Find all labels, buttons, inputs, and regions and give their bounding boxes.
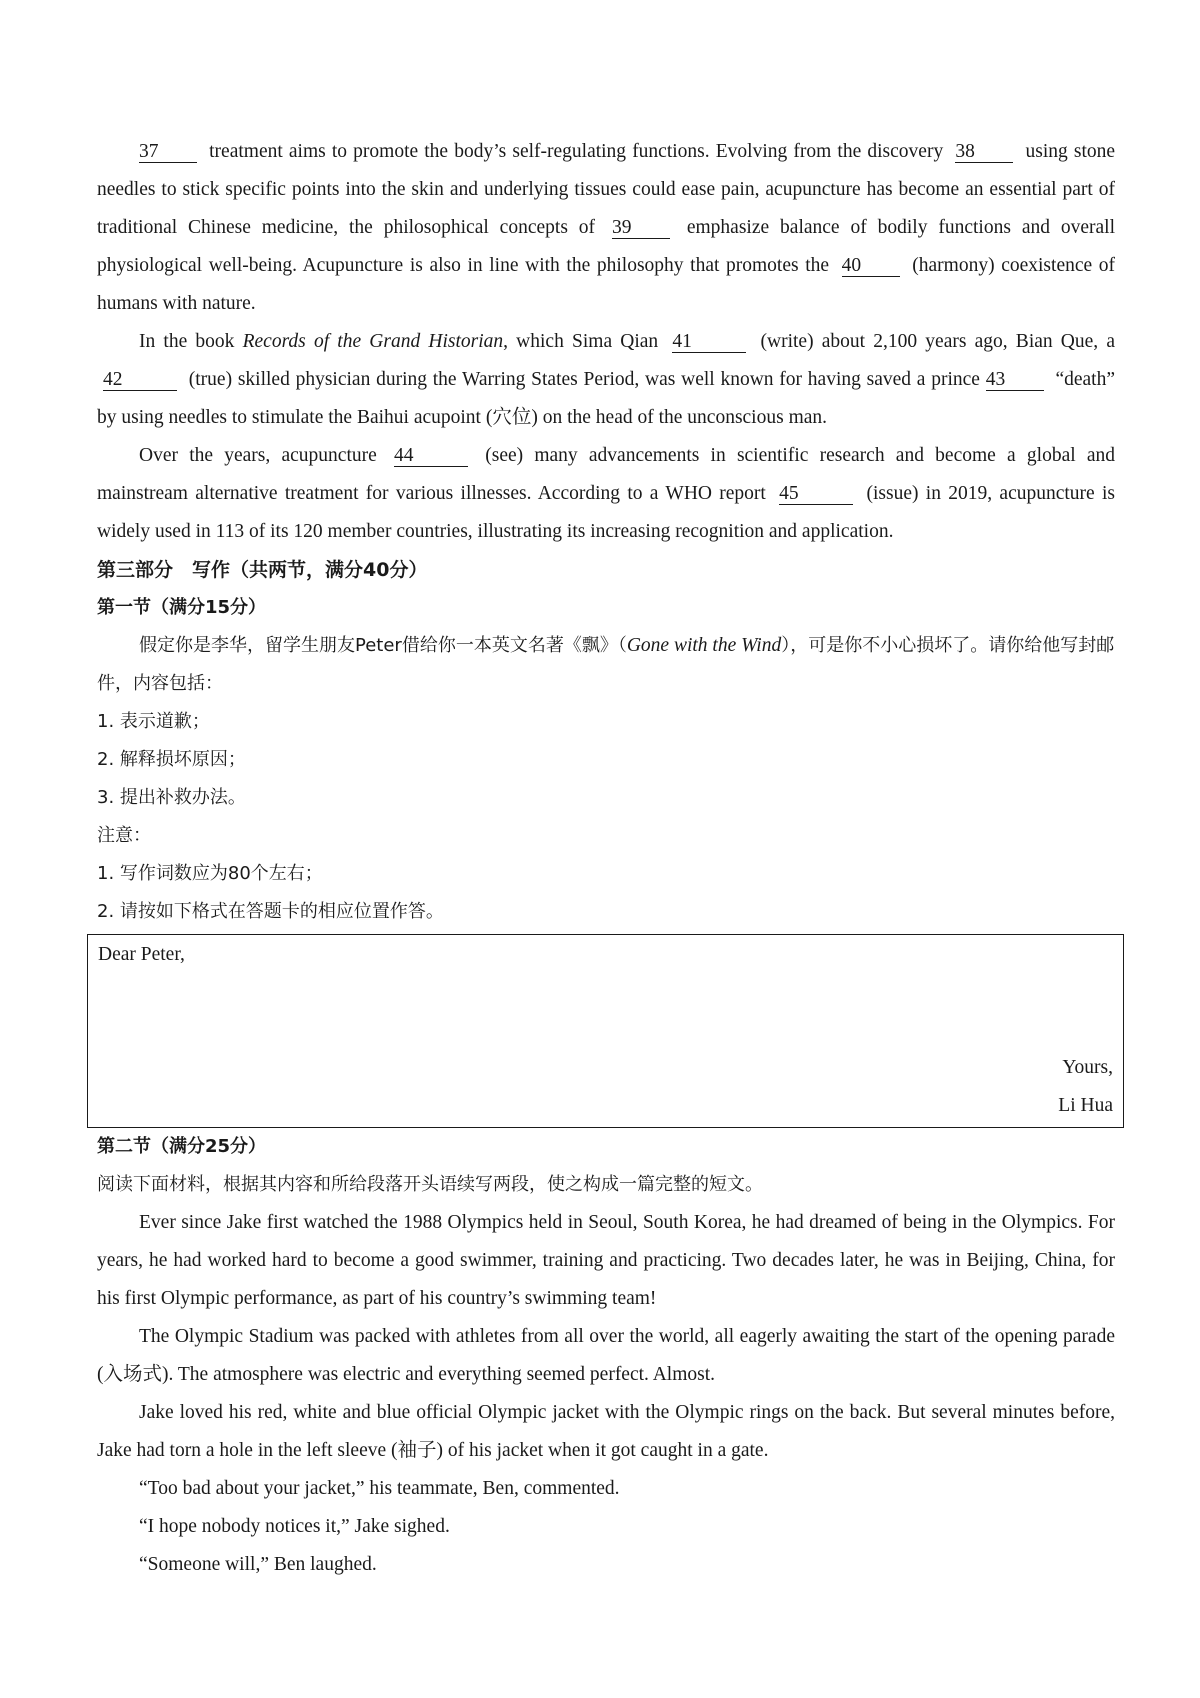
blank-44[interactable]: 44 (394, 446, 468, 467)
story-paragraph: The Olympic Stadium was packed with athletes from all over the world, all eagerly awaiting the start of the opening parade (入场式). The atmosphere was electric and everything seemed perfect. Almost. (97, 1326, 1115, 1385)
requirement-item: 3. 提出补救办法。 (97, 787, 246, 808)
story-paragraph: “Too bad about your jacket,” his teammate, Ben, commented. (139, 1478, 620, 1499)
blank-37[interactable]: 37 (139, 142, 197, 163)
exam-page (97, 133, 1115, 1584)
passage-paragraph-3 (97, 437, 1115, 551)
story-paragraph: “I hope nobody notices it,” Jake sighed. (139, 1516, 450, 1537)
story-paragraph: Ever since Jake first watched the 1988 Olympics held in Seoul, South Korea, he had dreamed of being in the Olympics. For years, he had worked hard to become a good swimmer, training and practicing. Two decades later, he was in Beijing, China, for his first Olympic performance, as part of his country’s swimming team! (97, 1212, 1115, 1309)
text: (true) skilled physician during the Warring States Period, was well known for having saved a prince (188, 369, 980, 390)
text: (issue) in 2019, acupuncture is widely used in 113 of its 120 member countries, illustrating its increasing recognition and application. (97, 483, 1116, 542)
letter-salutation: Dear Peter, (98, 944, 185, 965)
passage-paragraph-2 (97, 323, 1115, 437)
note-item: 1. 写作词数应为80个左右； (97, 863, 323, 884)
blank-42[interactable]: 42 (103, 370, 177, 391)
text: “death” by using needles to stimulate the Baihui acupoint (穴位) on the head of the unconscious man. (97, 369, 1116, 428)
section-one-prompt (97, 627, 1115, 703)
letter-closing: Yours, (1062, 1057, 1113, 1078)
text: using stone needles to stick specific points into the skin and underlying tissues could ease pain, acupuncture has become an essential part of traditional Chinese medicine, the philosophical concepts of (97, 141, 1116, 238)
story-paragraph: “Someone will,” Ben laughed. (139, 1554, 377, 1575)
text: (see) many advancements in scientific research and become a global and mainstream alternative treatment for various illnesses. According to a WHO report (97, 445, 1116, 504)
requirement-item: 2. 解释损坏原因； (97, 749, 246, 770)
book-title: Gone with the Wind (626, 635, 782, 656)
blank-39[interactable]: 39 (612, 218, 670, 239)
text: In the book (139, 331, 235, 352)
letter-closing-block (1058, 1049, 1113, 1125)
prompt-text: ），可是你不小心损坏了。请你给他写封邮件，内容包括： (97, 635, 1115, 694)
text: Over the years, acupuncture (139, 445, 377, 466)
text: , which Sima Qian (503, 331, 659, 352)
book-title: Records of the Grand Historian (242, 331, 504, 352)
blank-40[interactable]: 40 (842, 256, 900, 277)
story-paragraph: Jake loved his red, white and blue official Olympic jacket with the Olympic rings on the back. But several minutes before, Jake had torn a hole in the left sleeve (袖子) of his jacket when it got caught in a gate. (97, 1402, 1115, 1461)
passage-paragraph-1 (97, 133, 1115, 323)
blank-41[interactable]: 41 (672, 332, 746, 353)
blank-43[interactable]: 43 (986, 370, 1044, 391)
text: (write) about 2,100 years ago, Bian Que, a (760, 331, 1115, 352)
section-two-instruction: 阅读下面材料，根据其内容和所给段落开头语续写两段，使之构成一篇完整的短文。 (97, 1174, 763, 1195)
letter-answer-box[interactable] (87, 934, 1124, 1128)
note-label: 注意： (97, 825, 151, 846)
section-one-title: 第一节（满分15分） (97, 597, 267, 618)
part-three-title: 第三部分 写作（共两节，满分40分） (97, 559, 428, 581)
blank-38[interactable]: 38 (955, 142, 1013, 163)
text: emphasize balance of bodily functions and overall physiological well-being. Acupuncture is also in line with the philosophy that promotes the (97, 217, 1116, 276)
section-two-title: 第二节（满分25分） (97, 1136, 267, 1157)
text: (harmony) coexistence of humans with nature. (97, 255, 1116, 314)
note-item: 2. 请按如下格式在答题卡的相应位置作答。 (97, 901, 444, 922)
text: treatment aims to promote the body’s self-regulating functions. Evolving from the discovery (209, 141, 944, 162)
blank-45[interactable]: 45 (779, 484, 853, 505)
letter-signature: Li Hua (1058, 1095, 1113, 1116)
prompt-text: 假定你是李华，留学生朋友Peter借给你一本英文名著《飘》（ (139, 635, 627, 656)
requirement-item: 1. 表示道歉； (97, 711, 210, 732)
